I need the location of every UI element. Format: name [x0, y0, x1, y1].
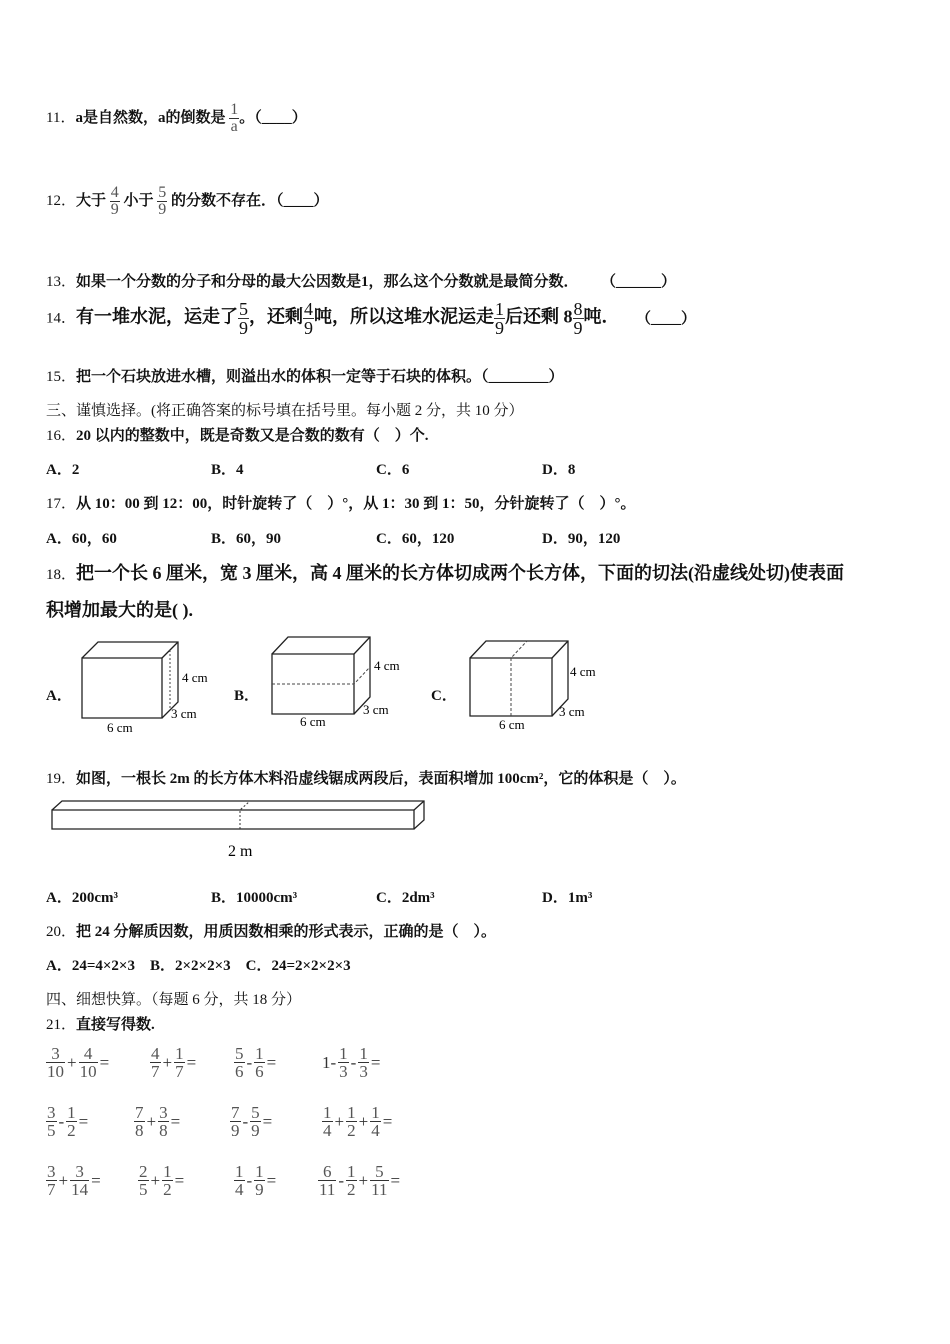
- option-d: D．8: [542, 462, 576, 478]
- figure-label-c: C．: [431, 688, 457, 704]
- figure-label-a: A．: [46, 688, 72, 704]
- option-b: B．10000cm³: [211, 890, 298, 906]
- question-number: 17．: [46, 496, 77, 512]
- option-d: D．1m³: [542, 890, 593, 906]
- dim-width: 3 cm: [171, 706, 197, 721]
- question-text: a是自然数，a的倒数是: [75, 109, 226, 126]
- dim-length: 6 cm: [107, 720, 133, 735]
- calc-item: $\frac{7}{9}$ - $\frac{5}{9}$ =: [231, 1103, 273, 1140]
- fraction: $\frac{1}{a}$: [230, 101, 239, 135]
- timber-figure: [48, 796, 438, 866]
- question-number: 13．: [46, 274, 77, 290]
- section-heading-3: 三、谨慎选择。(将正确答案的标号填在括号里。每小题 2 分，共 10 分）: [46, 403, 524, 419]
- calc-item: $\frac{2}{5}$ + $\frac{1}{2}$ =: [139, 1162, 185, 1199]
- question-number: 20．: [46, 924, 77, 940]
- calc-item: $\frac{1}{4}$ - $\frac{1}{9}$ =: [235, 1162, 277, 1199]
- option-c: C．60，120: [376, 531, 455, 547]
- dim-height: 4 cm: [182, 670, 208, 685]
- question-number: 18．: [46, 567, 77, 583]
- fraction: $\frac{8}{9}$: [573, 299, 583, 338]
- option-c: C．6: [376, 462, 410, 478]
- calc-item: $\frac{4}{7}$ + $\frac{1}{7}$ =: [151, 1044, 197, 1081]
- question-number: 19．: [46, 771, 77, 787]
- calc-item: $\frac{5}{6}$ - $\frac{1}{6}$ =: [235, 1044, 277, 1081]
- dim-length: 6 cm: [300, 714, 326, 729]
- answer-blank: （______）: [608, 274, 677, 290]
- question-number: 11．: [46, 109, 76, 126]
- dim-width: 3 cm: [363, 702, 389, 717]
- option-a: A．2: [46, 462, 80, 478]
- question-13: 13．如果一个分数的分子和分母的最大公因数是1，那么这个分数就是最简分数． （______）: [46, 274, 677, 290]
- question-16: 16．20 以内的整数中，既是奇数又是合数的数有（ ）个.: [46, 428, 429, 444]
- options-row: A．24=4×2×3 B．2×2×2×3 C．24=2×2×2×3: [46, 958, 351, 974]
- figure-label-b: B．: [234, 688, 260, 704]
- fraction: $\frac{5}{9}$: [158, 184, 167, 218]
- dim-height: 4 cm: [570, 664, 596, 679]
- option-b: B．60，90: [211, 531, 282, 547]
- question-18: 18．把一个长 6 厘米，宽 3 厘米，高 4 厘米的长方体切成两个长方体，下面的切法(沿虚线处切)使表面: [46, 563, 844, 583]
- fraction: $\frac{4}{9}$: [304, 299, 314, 338]
- option-b: B．4: [211, 462, 244, 478]
- cuboid-figure-a: [74, 630, 234, 740]
- answer-blank: （____）: [643, 310, 697, 327]
- question-20: 20．把 24 分解质因数，用质因数相乘的形式表示，正确的是（ ）。: [46, 924, 497, 940]
- section-heading-4: 四、细想快算。（每题 6 分，共 18 分）: [46, 992, 302, 1008]
- calc-item: 1- $\frac{1}{3}$ - $\frac{1}{3}$ =: [322, 1044, 381, 1081]
- option-a: A．60，60: [46, 531, 117, 547]
- dim-length: 6 cm: [499, 717, 525, 732]
- question-18-line2: 积增加最大的是( ).: [46, 600, 193, 620]
- option-c: C．2dm³: [376, 890, 435, 906]
- question-number: 21．: [46, 1017, 77, 1033]
- question-17: 17．从 10：00 到 12：00，时针旋转了（ ）°，从 1：30 到 1：50，分针旋转了（ ）°。: [46, 496, 636, 512]
- question-number: 12．: [46, 192, 77, 209]
- length-label: 2 m: [228, 843, 253, 860]
- dim-height: 4 cm: [374, 658, 400, 673]
- fraction: $\frac{1}{9}$: [495, 299, 505, 338]
- question-14: 14．有一堆水泥，运走了 $\frac{5}{9}$ ，还剩 $\frac{4}{9}$ 吨，所以这堆水泥运走 $\frac{1}{9}$ 后还剩 8 $\frac{8}{9}$ 吨． （____）: [46, 299, 697, 338]
- fraction: $\frac{5}{9}$: [239, 299, 249, 338]
- option-d: D．90，120: [542, 531, 621, 547]
- calc-item: $\frac{1}{4}$ + $\frac{1}{2}$ + $\frac{1}{4}$ =: [323, 1103, 393, 1140]
- question-12: 12．大于 $\frac{4}{9}$ 小于 $\frac{5}{9}$ 的分数不存在．（____）: [46, 184, 329, 218]
- question-number: 15．: [46, 369, 77, 385]
- calc-item: $\frac{6}{11}$ - $\frac{1}{2}$ + $\frac{5}{11}$ =: [319, 1162, 401, 1199]
- dim-width: 3 cm: [559, 704, 585, 719]
- calc-item: $\frac{3}{5}$ - $\frac{1}{2}$ =: [47, 1103, 89, 1140]
- option-a: A．200cm³: [46, 890, 118, 906]
- cuboid-figure-c: [462, 630, 622, 740]
- calc-item: $\frac{3}{7}$ + $\frac{3}{14}$ =: [47, 1162, 101, 1199]
- question-11: 11．a是自然数，a的倒数是 $\frac{1}{a}$ 。（____）: [46, 101, 307, 135]
- question-15: 15．把一个石块放进水槽，则溢出水的体积一定等于石块的体积。（________）: [46, 369, 564, 385]
- question-number: 14．: [46, 310, 77, 327]
- question-number: 16．: [46, 428, 77, 444]
- fraction: $\frac{4}{9}$: [110, 184, 119, 218]
- calc-item: $\frac{3}{10}$ + $\frac{4}{10}$ =: [47, 1044, 110, 1081]
- question-19: 19．如图，一根长 2m 的长方体木料沿虚线锯成两段后，表面积增加 100cm²，它的体积是（ ）。: [46, 771, 686, 787]
- cuboid-figure-b: [264, 628, 424, 738]
- calc-item: $\frac{7}{8}$ + $\frac{3}{8}$ =: [135, 1103, 181, 1140]
- question-21: 21．直接写得数.: [46, 1017, 155, 1033]
